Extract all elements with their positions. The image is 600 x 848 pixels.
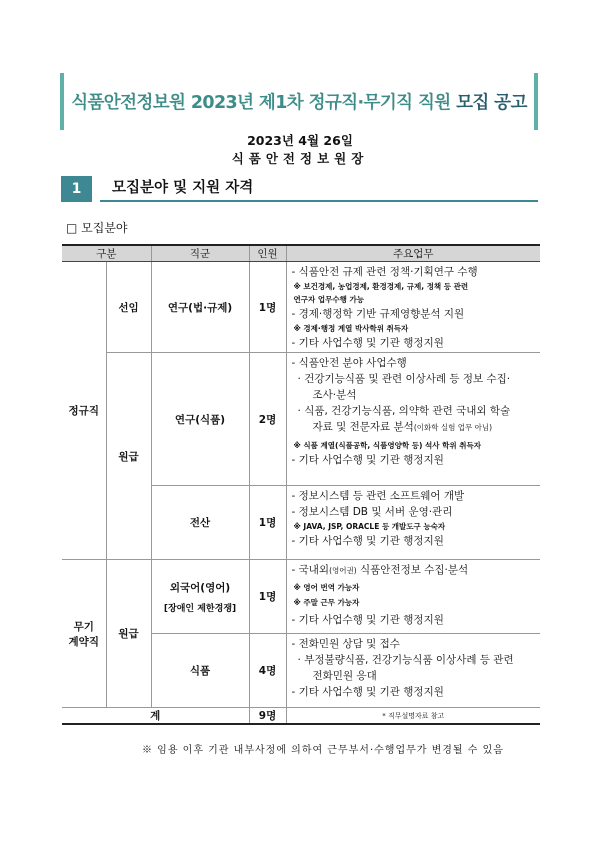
duty-aside: (이화학 실험 업무 아님) (413, 423, 493, 432)
dept-cell: 연구(법·규제) (151, 262, 249, 353)
duty-text: 식품안전정보 수집·분석 (356, 564, 469, 576)
rank-staff: 원급 (106, 353, 151, 560)
section-title: 모집분야 및 지원 자격 (100, 176, 538, 202)
table-header-row (62, 245, 540, 262)
header-category: 구분 (62, 245, 151, 262)
header-duties: 주요업무 (286, 245, 540, 262)
group-indefinite-line2: 계약직 (68, 635, 99, 648)
duty-line: - 정보시스템 등 관련 소프트웨어 개발 (291, 490, 465, 502)
duty-line: - 식품안전 규제 관련 정책·기획연구 수행 (291, 266, 478, 278)
title-part1: 식품안전정보원 2023년 제1차 정규직·무기직 직원 (71, 93, 457, 113)
duties-cell (286, 262, 540, 353)
dept-cell: 연구(식품) (151, 353, 249, 486)
duty-note: ※ 경제·행정 계열 박사학위 취득자 (293, 324, 409, 333)
header-count: 인원 (249, 245, 286, 262)
duty-note: 연구자 업무수행 가능 (293, 295, 364, 304)
duties-cell (286, 486, 540, 560)
duty-aside: (영어권) (329, 566, 357, 575)
dept-name: 외국어(영어) (169, 581, 231, 594)
duty-line: · 부정불량식품, 건강기능식품 이상사례 등 관련 (297, 654, 514, 666)
recruitment-table (62, 244, 540, 725)
duty-note: ※ 영어 번역 가능자 (293, 583, 360, 592)
duty-note: ※ 보건경제, 농업경제, 환경경제, 규제, 정책 등 관련 (293, 282, 469, 291)
section-number: 1 (61, 176, 92, 202)
duty-line: - 전화민원 상담 및 접수 (291, 638, 400, 650)
dept-subtitle: [장애인 제한경쟁] (163, 603, 237, 614)
total-note: * 직무설명자료 참고 (286, 708, 540, 725)
duty-line: - 경제·행정학 기반 규제영향분석 지원 (291, 308, 465, 320)
footnote: ※ 임용 이후 기관 내부사정에 의하여 근무부서·수행업무가 변경될 수 있음 (142, 745, 504, 756)
duty-line: - 기타 사업수행 및 기관 행정지원 (291, 535, 444, 547)
header-job-group: 직군 (151, 245, 249, 262)
group-regular: 정규직 (62, 262, 106, 560)
duties-cell (286, 634, 540, 708)
duty-line: - 식품안전 분야 사업수행 (291, 357, 407, 369)
duty-line: - 기타 사업수행 및 기관 행정지원 (291, 454, 444, 466)
duty-line: - 정보시스템 DB 및 서버 운영·관리 (291, 506, 453, 518)
dept-cell: 전산 (151, 486, 249, 560)
page-title (71, 89, 527, 114)
duty-line: - 기타 사업수행 및 기관 행정지원 (291, 614, 444, 626)
duty-text: - 국내외 (291, 564, 330, 576)
count-cell: 2명 (249, 353, 286, 486)
table-row (62, 560, 540, 634)
table-row (62, 262, 540, 353)
duty-line: · 건강기능식품 및 관련 이상사례 등 정보 수집· (297, 373, 511, 385)
duty-note: ※ 식품 계열(식품공학, 식품영양학 등) 석사 학위 취득자 (293, 441, 481, 450)
dept-cell: 식품 (151, 634, 249, 708)
duty-line (292, 419, 539, 436)
duty-line: 조사·분석 (312, 389, 357, 401)
rank-senior: 선임 (106, 262, 151, 353)
table-row (62, 353, 540, 486)
title-part2: 모집 공고 (456, 93, 527, 113)
total-row (62, 708, 540, 725)
duty-line: · 식품, 건강기능식품, 의약학 관련 국내외 학술 (297, 405, 511, 417)
rank-staff: 원급 (106, 560, 151, 708)
count-cell: 1명 (249, 560, 286, 634)
group-indefinite (62, 560, 106, 708)
duty-note: ※ JAVA, JSP, ORACLE 등 개발도구 능숙자 (293, 522, 446, 531)
subheading: □ 모집분야 (66, 221, 128, 235)
duty-line (292, 562, 539, 579)
total-count: 9명 (249, 708, 286, 725)
duty-line: - 기타 사업수행 및 기관 행정지원 (291, 686, 444, 698)
duties-cell (286, 560, 540, 634)
duty-text: 자료 및 전문자료 분석 (312, 421, 414, 433)
duty-line: - 기타 사업수행 및 기관 행정지원 (291, 337, 444, 349)
organization-name: 식품안전정보원장 (231, 151, 369, 166)
count-cell: 4명 (249, 634, 286, 708)
count-cell: 1명 (249, 262, 286, 353)
announcement-date: 2023년 4월 26일 (247, 133, 353, 148)
dept-cell (151, 560, 249, 634)
duty-note: ※ 주말 근무 가능자 (293, 598, 360, 607)
count-cell: 1명 (249, 486, 286, 560)
title-box (60, 73, 538, 130)
duties-cell (286, 353, 540, 486)
duty-line: 전화민원 응대 (312, 670, 377, 682)
group-indefinite-line1: 무기 (73, 620, 94, 633)
total-label: 계 (62, 708, 249, 725)
